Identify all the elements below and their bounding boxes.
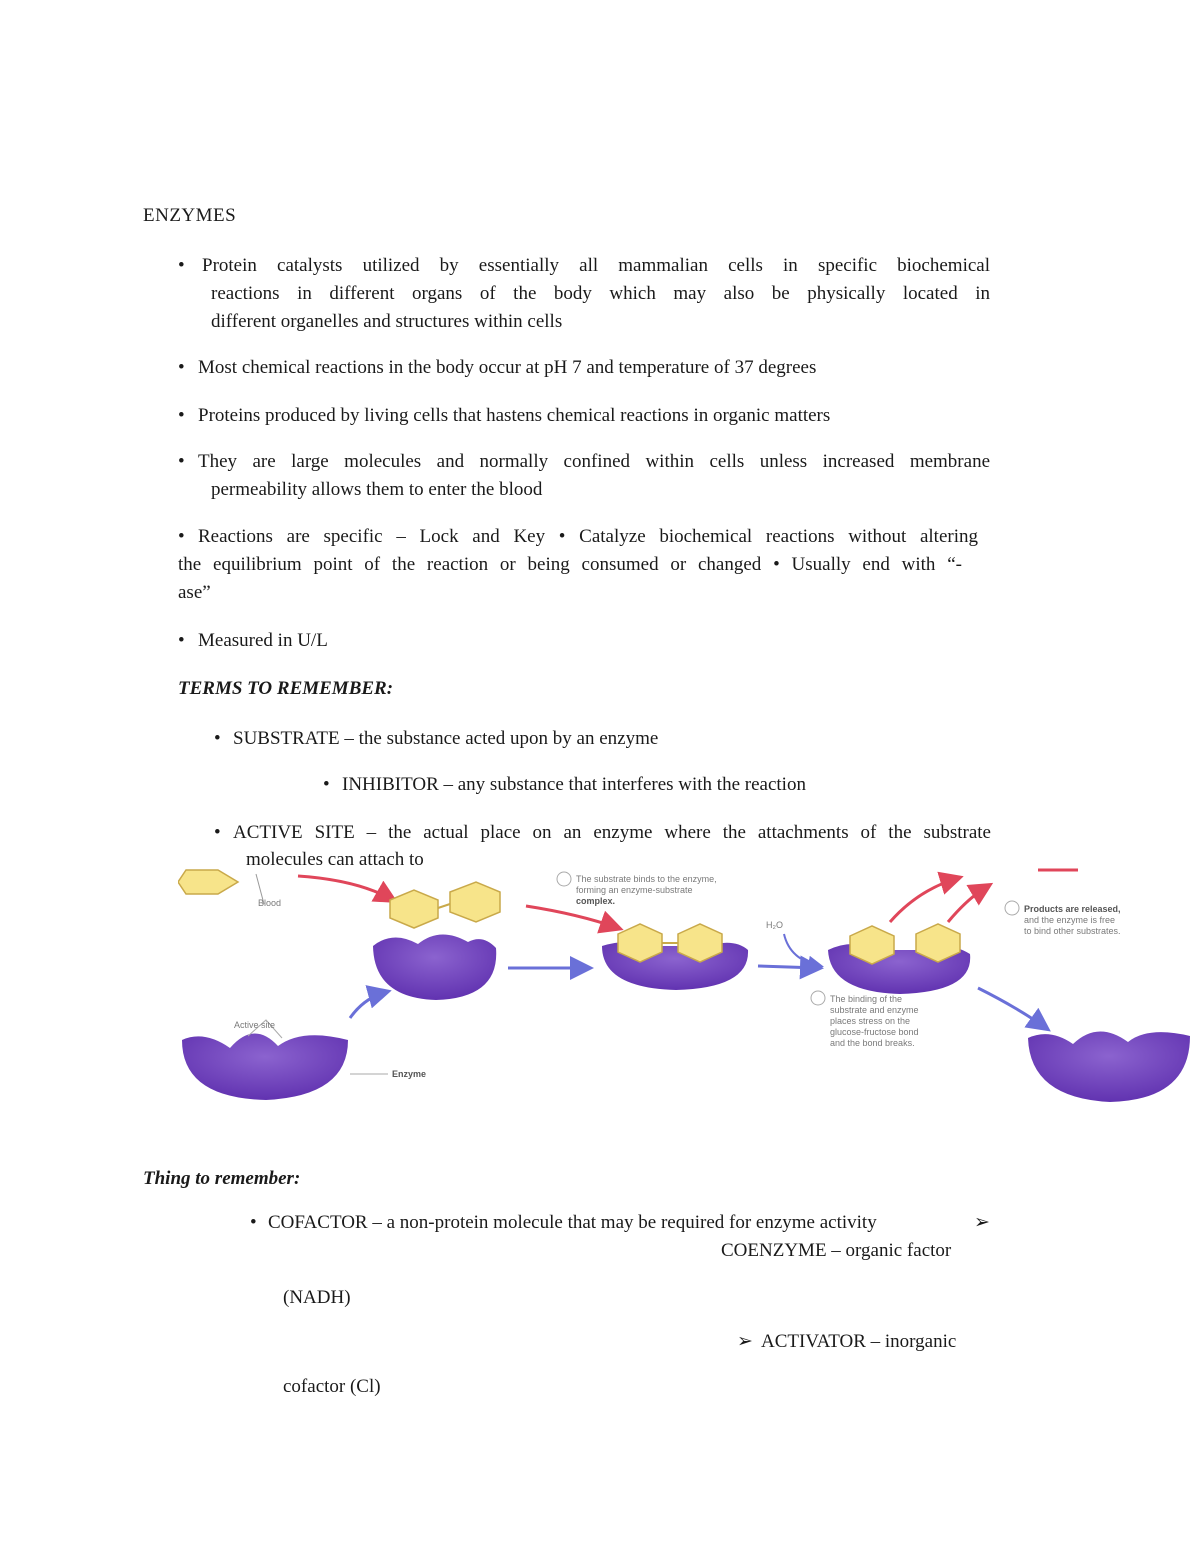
bullet-5-line-3: ase”: [178, 582, 211, 603]
step-3-line-3: places stress on the: [830, 1016, 911, 1026]
step-2-label: [576, 874, 717, 884]
coenzyme-line: COENZYME – organic factor: [721, 1240, 952, 1261]
water-label: H₂O: [766, 920, 783, 930]
enzyme-shape: [1028, 1031, 1190, 1102]
page-title: ENZYMES: [143, 205, 237, 226]
bullet-1-line-2: reactions in different organs of the body which may also be physically located in: [211, 283, 990, 304]
enzyme-shape: [182, 1033, 348, 1100]
bullet-4-line-1: They are large molecules and normally confined within cells unless increased membrane: [198, 451, 990, 472]
step-2-line-1: The substrate binds to the enzyme,: [576, 874, 717, 884]
bullet-5-line-2: the equilibrium point of the reaction or being consumed or changed • Usually end with “-: [178, 554, 962, 575]
arrow-icon: [948, 886, 988, 922]
step-4-line-2: and the enzyme is free: [1024, 915, 1116, 925]
arrow-bullet-icon: ➢: [974, 1212, 990, 1233]
step-3-line-5: and the bond breaks.: [830, 1038, 915, 1048]
coenzyme-example: (NADH): [283, 1287, 351, 1308]
arrow-icon: [758, 966, 818, 968]
terms-heading: TERMS TO REMEMBER:: [178, 678, 394, 699]
bullet-marker: •: [178, 405, 185, 426]
step-2-line-2: forming an enzyme-substrate: [576, 885, 693, 895]
arrow-icon: [784, 934, 820, 966]
bullet-marker: •: [178, 357, 185, 378]
bullet-marker: •: [178, 630, 185, 651]
arrow-icon: [890, 878, 958, 922]
step-3-line-1: The binding of the: [830, 994, 903, 1004]
enzyme-mechanism-diagram: [178, 868, 1196, 1108]
bullet-marker: •: [214, 728, 221, 749]
arrow-icon: [978, 988, 1046, 1028]
step-number-icon: [811, 991, 825, 1005]
step-2-label: [576, 896, 615, 906]
step-2-label: [576, 885, 693, 895]
bullet-marker: •: [178, 451, 185, 472]
arrow-icon: [526, 906, 618, 928]
arrow-icon: [298, 876, 393, 900]
step-number-icon: [557, 872, 571, 886]
step-4-line-3: to bind other substrates.: [1024, 926, 1121, 936]
blood-label: Blood: [258, 898, 282, 908]
step-number-icon: [1005, 901, 1019, 915]
step-3-line-2: substrate and enzyme: [830, 1005, 919, 1015]
term-substrate: SUBSTRATE – the substance acted upon by an enzyme: [233, 728, 659, 749]
activator-line: ACTIVATOR – inorganic: [761, 1331, 957, 1352]
term-active-site-line-2: molecules can attach to: [246, 849, 424, 870]
thing-heading: Thing to remember:: [143, 1168, 301, 1189]
enzyme-shape: [373, 934, 496, 1000]
bullet-4-line-2: permeability allows them to enter the blood: [211, 479, 543, 500]
bullet-marker: •: [250, 1212, 257, 1233]
bullet-1-line-1: Protein catalysts utilized by essentially all mammalian cells in specific biochemical: [202, 255, 990, 276]
active-site-label: Active site: [234, 1020, 276, 1030]
bullet-marker: •: [323, 774, 330, 795]
step-2-line-3: complex.: [576, 896, 616, 906]
bullet-1-line-3: different organelles and structures within cells: [211, 311, 563, 332]
cofactor-line: COFACTOR – a non-protein molecule that may be required for enzyme activity: [268, 1212, 877, 1233]
substrate-molecule: [178, 870, 238, 894]
bullet-3-line-1: Proteins produced by living cells that hastens chemical reactions in organic matters: [198, 405, 831, 426]
term-inhibitor: INHIBITOR – any substance that interferes with the reaction: [342, 774, 806, 795]
step-4-line-1: Products are released,: [1024, 904, 1121, 914]
bullet-6-line-1: Measured in U/L: [198, 630, 328, 651]
substrate-molecule: [390, 882, 500, 928]
bullet-2-line-1: Most chemical reactions in the body occur at pH 7 and temperature of 37 degrees: [198, 357, 817, 378]
bullet-5-line-1: Reactions are specific – Lock and Key • Catalyze biochemical reactions without altering: [198, 526, 978, 547]
enzyme-label: Enzyme: [392, 1069, 427, 1079]
arrow-bullet-icon: ➢: [737, 1331, 753, 1352]
bullet-marker: •: [178, 255, 185, 276]
arrow-icon: [350, 992, 386, 1018]
activator-example: cofactor (Cl): [283, 1376, 381, 1397]
bullet-marker: •: [178, 526, 185, 547]
bullet-marker: •: [214, 822, 221, 843]
term-active-site-line-1: ACTIVE SITE – the actual place on an enzyme where the attachments of the substrate: [233, 822, 991, 843]
step-3-line-4: glucose-fructose bond: [830, 1027, 919, 1037]
